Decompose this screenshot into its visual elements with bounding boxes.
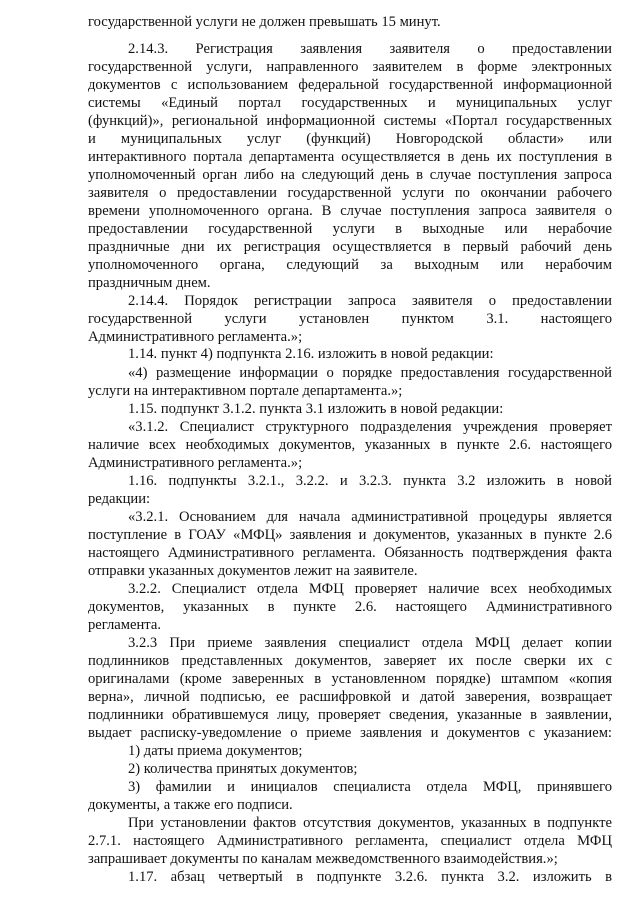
- text-line: документов с использованием федеральной государственной информационной: [88, 77, 612, 93]
- text-line: 3.2.2. Специалист отдела МФЦ проверяет наличие всех необходимых: [128, 581, 612, 597]
- text-line: предоставлении государственной услуги в выходные или нерабочие: [88, 221, 612, 237]
- text-line: уполномоченный орган либо на следующий день в случае поступления запроса: [88, 167, 612, 183]
- text-line: государственной услуги установлен пунктом 3.1. настоящего: [88, 311, 612, 327]
- text-line: редакции:: [88, 491, 151, 507]
- text-line: «3.2.1. Основанием для начала административной процедуры является: [128, 509, 612, 525]
- text-line: регламента.: [88, 617, 161, 633]
- text-line: поступление в ГОАУ «МФЦ» заявления и документов, указанных в пункте 2.6: [88, 527, 612, 543]
- text-line: запрашивает документы по каналам межведомственного взаимодействия.»;: [88, 851, 558, 867]
- text-line: 2) количества принятых документов;: [128, 761, 358, 777]
- text-line: отправки указанных документов лежит на заявителе.: [88, 563, 418, 579]
- text-line: услуги на интерактивном портале департамента.»;: [88, 383, 403, 399]
- text-line: 1) даты приема документов;: [128, 743, 303, 759]
- text-line: 3.2.3 При приеме заявления специалист отдела МФЦ делает копии: [128, 635, 612, 651]
- text-line: 3) фамилии и инициалов специалиста отдела МФЦ, принявшего: [128, 779, 612, 795]
- text-line: «4) размещение информации о порядке предоставления государственной: [128, 365, 612, 381]
- text-line: государственной услуги, направленного заявителем в форме электронных: [88, 59, 612, 75]
- text-line: (функций)», региональной информационной системы «Портал государственных: [88, 113, 612, 129]
- text-line: 2.14.3. Регистрация заявления заявителя о предоставлении: [128, 41, 612, 57]
- text-line: интерактивного портала департамента осуществляется в день их поступления в: [88, 149, 612, 165]
- text-line: 2.14.4. Порядок регистрации запроса заявителя о предоставлении: [128, 293, 612, 309]
- text-line: подлинников представленных документов, заверяет их после сверки их с: [88, 653, 612, 669]
- text-line: 2.7.1. настоящего Административного регламента, специалист отдела МФЦ: [88, 833, 612, 849]
- text-line: При установлении фактов отсутствия документов, указанных в подпункте: [128, 815, 612, 831]
- text-line: настоящего Административного регламента. Обязанность подтверждения факта: [88, 545, 612, 561]
- text-line: документы, а также его подписи.: [88, 797, 293, 813]
- text-line: «3.1.2. Специалист структурного подразделения учреждения проверяет: [128, 419, 612, 435]
- text-line: 1.16. подпункты 3.2.1., 3.2.2. и 3.2.3. пункта 3.2 изложить в новой: [128, 473, 612, 489]
- text-line: 1.15. подпункт 3.1.2. пункта 3.1 изложить в новой редакции:: [128, 401, 504, 417]
- text-line: 1.14. пункт 4) подпункта 2.16. изложить в новой редакции:: [128, 346, 494, 362]
- text-line: выдает расписку-уведомление о приеме заявления и документов с указанием:: [88, 725, 612, 741]
- text-line: системы «Единый портал государственных и муниципальных услуг: [88, 95, 612, 111]
- text-line: праздничные дни их регистрация осуществляется в первый рабочий день: [88, 239, 612, 255]
- text-line: уполномоченного органа, следующий за выходным или нерабочим: [88, 257, 612, 273]
- text-line: заявителя о предоставлении государственной услуги по окончании рабочего: [88, 185, 612, 201]
- text-line: оригиналами (кроме заверенных в установленном порядке) штампом «копия: [88, 671, 612, 687]
- text-line: Административного регламента.»;: [88, 329, 303, 345]
- text-line: подлинники обратившемуся лицу, проверяет сведения, указанные в заявлении,: [88, 707, 612, 723]
- text-line: праздничным днем.: [88, 275, 211, 291]
- text-line: Административного регламента.»;: [88, 455, 303, 471]
- text-line: и муниципальных услуг (функций) Новгородской области» или: [88, 131, 612, 147]
- text-line: документов, указанных в пункте 2.6. настоящего Административного: [88, 599, 612, 615]
- text-line: 1.17. абзац четвертый в подпункте 3.2.6. пункта 3.2. изложить в: [128, 869, 612, 885]
- text-line: времени уполномоченного органа. В случае поступления запроса заявителя о: [88, 203, 612, 219]
- text-line: наличие всех необходимых документов, указанных в пункте 2.6. настоящего: [88, 437, 612, 453]
- text-line: государственной услуги не должен превышать 15 минут.: [88, 14, 441, 30]
- text-line: верна», личной подписью, ее расшифровкой и датой заверения, возвращает: [88, 689, 612, 705]
